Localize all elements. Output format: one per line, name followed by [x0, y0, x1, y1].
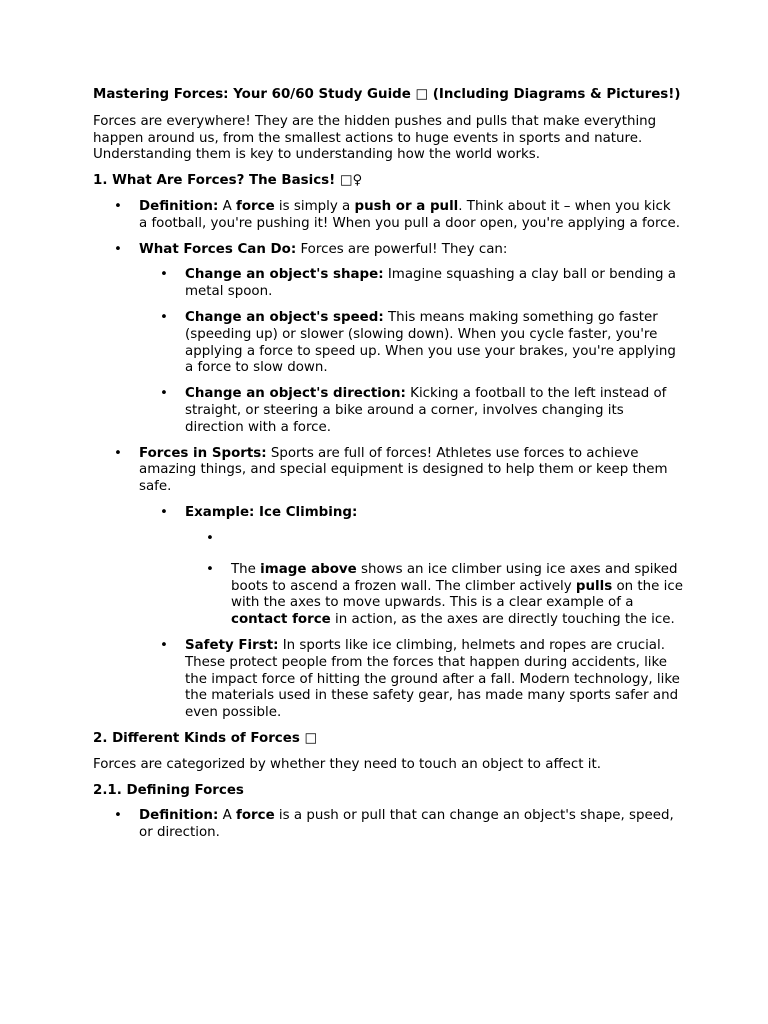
caption-text: in action, as the axes are directly touching the ice. — [330, 612, 675, 628]
section-2-list — [93, 808, 683, 842]
definition-bold-push-pull: push or a pull — [354, 198, 459, 214]
safety-first-item — [185, 638, 683, 722]
forces-in-sports-item — [139, 446, 683, 722]
what-forces-do-sublist — [139, 267, 683, 436]
safety-label: Safety First: — [185, 637, 279, 653]
example-sublist — [185, 531, 683, 629]
definition-text: is simply a — [274, 198, 355, 214]
list-item-label: Change an object's direction: — [185, 386, 406, 402]
what-forces-do-label: What Forces Can Do: — [139, 241, 297, 257]
list-item-shape — [185, 267, 683, 301]
section-2-1-heading: 2.1. Defining Forces — [93, 782, 244, 798]
list-item-speed — [185, 310, 683, 377]
sports-sublist — [139, 505, 683, 722]
caption-bold: contact force — [231, 612, 331, 628]
caption-text: shows an ice climber using ice axes and spiked boots to ascend a frozen wall. The climber actively — [231, 561, 678, 594]
section-1-list — [93, 199, 683, 722]
section-2-heading: 2. Different Kinds of Forces □ — [93, 730, 318, 746]
sports-label: Forces in Sports: — [139, 445, 267, 461]
definition-bold-force: force — [236, 198, 275, 214]
intro-paragraph: Forces are everywhere! They are the hidden pushes and pulls that make everything happen around us, from the smallest actions to huge events in sports and nature. Understanding them is key to understanding how the world works. — [93, 113, 657, 163]
document-title: Mastering Forces: Your 60/60 Study Guide □ (Including Diagrams & Pictures!) — [93, 87, 681, 102]
example-ice-climbing-item — [185, 505, 683, 629]
section-2-intro: Forces are categorized by whether they need to touch an object to affect it. — [93, 756, 602, 772]
sports-text: Sports are full of forces! Athletes use forces to achieve amazing things, and special equipment is designed to help them or keep them safe. — [139, 445, 668, 495]
list-item-label: Change an object's shape: — [185, 267, 384, 283]
caption-bold: pulls — [575, 578, 613, 594]
image-placeholder-item — [231, 531, 683, 553]
definition-label: Definition: — [139, 808, 219, 824]
definition-item — [139, 199, 683, 233]
definition-text: A — [218, 198, 237, 214]
document-body — [93, 87, 683, 851]
list-item-direction — [185, 386, 683, 436]
list-item-label: Change an object's speed: — [185, 309, 384, 325]
image-caption-item — [231, 562, 683, 629]
caption-text: on the ice with the axes to move upwards. This is a clear example of a — [231, 578, 683, 611]
definition-text: is a push or pull that can change an object's shape, speed, or direction. — [139, 808, 674, 841]
definition-text: A — [218, 808, 237, 824]
list-item-text: This means making something go faster (speeding up) or slower (slowing down). When you cycle faster, you're applying a force to speed up. When you use your brakes, you're applying a force to slow down. — [185, 309, 676, 376]
definition-text: . Think about it – when you kick a football, you're pushing it! When you pull a door open, you're applying a force. — [139, 198, 681, 231]
section-1-heading: 1. What Are Forces? The Basics! □♀ — [93, 173, 363, 189]
list-item-text: Imagine squashing a clay ball or bending a metal spoon. — [185, 267, 677, 300]
caption-text: The — [231, 561, 261, 577]
list-item-text: Kicking a football to the left instead of straight, or steering a bike around a corner, involves changing its direction with a force. — [185, 386, 667, 435]
definition-label: Definition: — [139, 198, 219, 214]
definition-item-2 — [139, 808, 683, 842]
safety-text: In sports like ice climbing, helmets and ropes are crucial. These protect people from the forces that happen during accidents, like the impact force of hitting the ground after a fall. Modern technology, like the materials used in these safety gear, has made many sports safer and even possible. — [185, 637, 680, 721]
definition-bold-force: force — [236, 808, 275, 824]
what-forces-do-item — [139, 242, 683, 437]
missing-image — [231, 531, 683, 553]
example-label: Example: Ice Climbing: — [185, 504, 358, 520]
caption-bold: image above — [260, 561, 357, 577]
what-forces-do-text: Forces are powerful! They can: — [296, 241, 508, 257]
